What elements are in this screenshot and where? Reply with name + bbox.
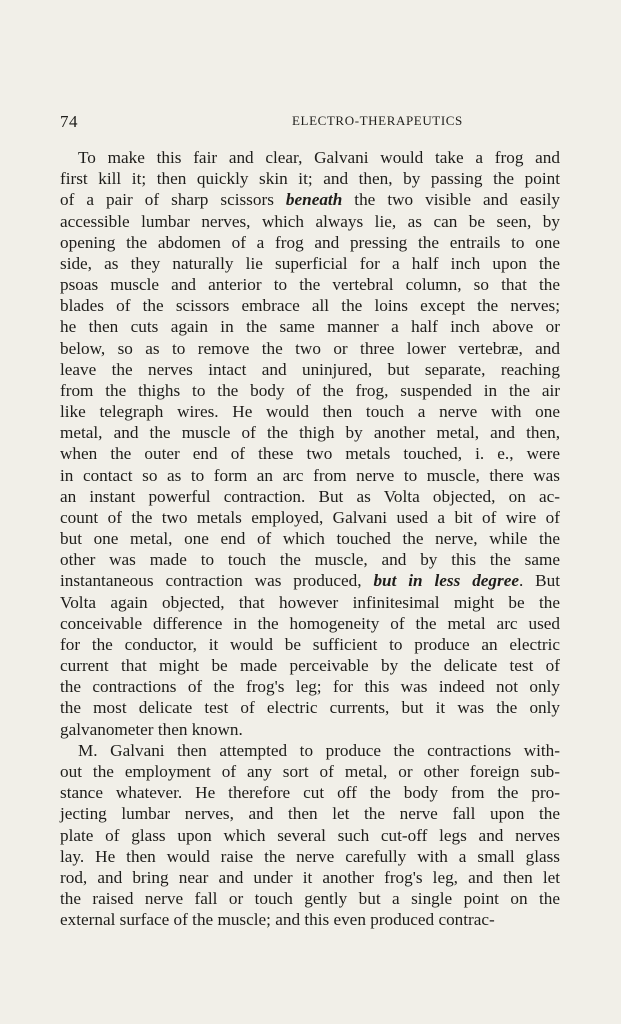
text-segment: but one metal, one end of which touched the nerve, while the — [60, 529, 560, 549]
text-segment: from the thighs to the body of the frog, suspended in the air — [60, 380, 560, 400]
text-segment: the raised nerve fall or touch gently but a single point on the — [60, 889, 560, 909]
text-line — [60, 592, 560, 613]
body-text — [60, 147, 560, 930]
text-line — [60, 274, 560, 295]
text-segment: side, as they naturally lie superficial for a half inch upon the — [60, 253, 560, 273]
text-line — [60, 549, 560, 570]
text-segment: To make this fair and clear, Galvani would take a frog and — [78, 148, 560, 167]
text-segment: count of the two metals employed, Galvani used a bit of wire of — [60, 507, 560, 527]
text-segment: jecting lumbar nerves, and then let the nerve fall upon the — [60, 804, 560, 824]
text-line — [60, 189, 560, 210]
text-line — [60, 147, 560, 168]
emphasized-text: beneath — [285, 190, 343, 210]
text-line — [60, 719, 560, 740]
text-segment: conceivable difference in the homogeneity of the metal arc used — [60, 613, 560, 633]
page-number: 74 — [60, 112, 78, 131]
text-segment: blades of the scissors embrace all the loins except the nerves; — [60, 296, 560, 316]
text-segment: plate of glass upon which several such cut-off legs and nerves — [60, 825, 560, 845]
text-line — [60, 232, 560, 253]
text-line — [60, 507, 560, 528]
text-line — [60, 422, 560, 443]
text-segment: leave the nerves intact and uninjured, but separate, reaching — [60, 359, 560, 379]
text-segment: below, so as to remove the two or three lower vertebræ, and — [60, 338, 560, 358]
text-segment: in contact so as to form an arc from nerve to muscle, there was — [60, 465, 560, 485]
text-segment: of a pair of sharp scissors — [60, 190, 286, 210]
text-segment: the contractions of the frog's leg; for this was indeed not only — [60, 677, 560, 697]
paragraph — [60, 147, 560, 740]
text-segment: instantaneous contraction was produced, — [60, 571, 374, 591]
text-segment: external surface of the muscle; and this even produced contrac- — [60, 910, 495, 930]
text-segment: other was made to touch the muscle, and by this the same — [60, 550, 560, 570]
paragraph — [60, 740, 560, 931]
text-line — [60, 634, 560, 655]
text-segment: an instant powerful contraction. But as Volta objected, on ac- — [60, 486, 560, 506]
text-line — [60, 761, 560, 782]
text-line — [60, 697, 560, 718]
text-line — [60, 867, 560, 888]
text-line — [60, 443, 560, 464]
text-segment: when the outer end of these two metals touched, i. e., were — [60, 444, 560, 464]
text-line — [60, 211, 560, 232]
text-segment: . But — [518, 571, 560, 591]
text-line — [60, 613, 560, 634]
text-segment: he then cuts again in the same manner a half inch above or — [60, 317, 560, 337]
text-line — [60, 846, 560, 867]
text-line — [60, 888, 560, 909]
text-line — [60, 740, 560, 761]
text-line — [60, 782, 560, 803]
text-segment: metal, and the muscle of the thigh by another metal, and then, — [60, 423, 560, 443]
text-line — [60, 338, 560, 359]
text-segment: the most delicate test of electric currents, but it was the only — [60, 698, 560, 718]
text-segment: lay. He then would raise the nerve carefully with a small glass — [60, 846, 560, 866]
text-line — [60, 401, 560, 422]
text-line — [60, 380, 560, 401]
text-segment: accessible lumbar nerves, which always lie, as can be seen, by — [60, 211, 560, 231]
emphasized-text: but in less degree — [373, 571, 519, 591]
text-segment: first kill it; then quickly skin it; and then, by passing the point — [60, 169, 560, 189]
text-line — [60, 803, 560, 824]
running-head: ELECTRO-THERAPEUTICS — [292, 113, 463, 128]
page-header — [60, 112, 560, 134]
text-line — [60, 909, 560, 930]
text-line — [60, 570, 560, 591]
text-segment: M. Galvani then attempted to produce the contractions with- — [78, 740, 560, 760]
text-line — [60, 295, 560, 316]
text-segment: Volta again objected, that however infinitesimal might be the — [60, 592, 560, 612]
text-segment: rod, and bring near and under it another frog's leg, and then let — [60, 867, 560, 887]
text-segment: opening the abdomen of a frog and pressing the entrails to one — [60, 232, 560, 252]
text-segment: the two visible and easily — [342, 190, 560, 210]
text-line — [60, 676, 560, 697]
text-segment: for the conductor, it would be sufficient to produce an electric — [60, 634, 560, 654]
text-segment: galvanometer then known. — [60, 719, 243, 739]
text-line — [60, 825, 560, 846]
text-line — [60, 486, 560, 507]
text-line — [60, 465, 560, 486]
text-line — [60, 655, 560, 676]
text-line — [60, 168, 560, 189]
text-segment: like telegraph wires. He would then touch a nerve with one — [60, 402, 560, 422]
text-segment: stance whatever. He therefore cut off the body from the pro- — [60, 783, 560, 803]
text-segment: out the employment of any sort of metal, or other foreign sub- — [60, 761, 560, 781]
text-segment: current that might be made perceivable by the delicate test of — [60, 656, 560, 676]
text-line — [60, 253, 560, 274]
text-line — [60, 316, 560, 337]
text-line — [60, 528, 560, 549]
text-segment: psoas muscle and anterior to the vertebral column, so that the — [60, 275, 560, 295]
text-line — [60, 359, 560, 380]
